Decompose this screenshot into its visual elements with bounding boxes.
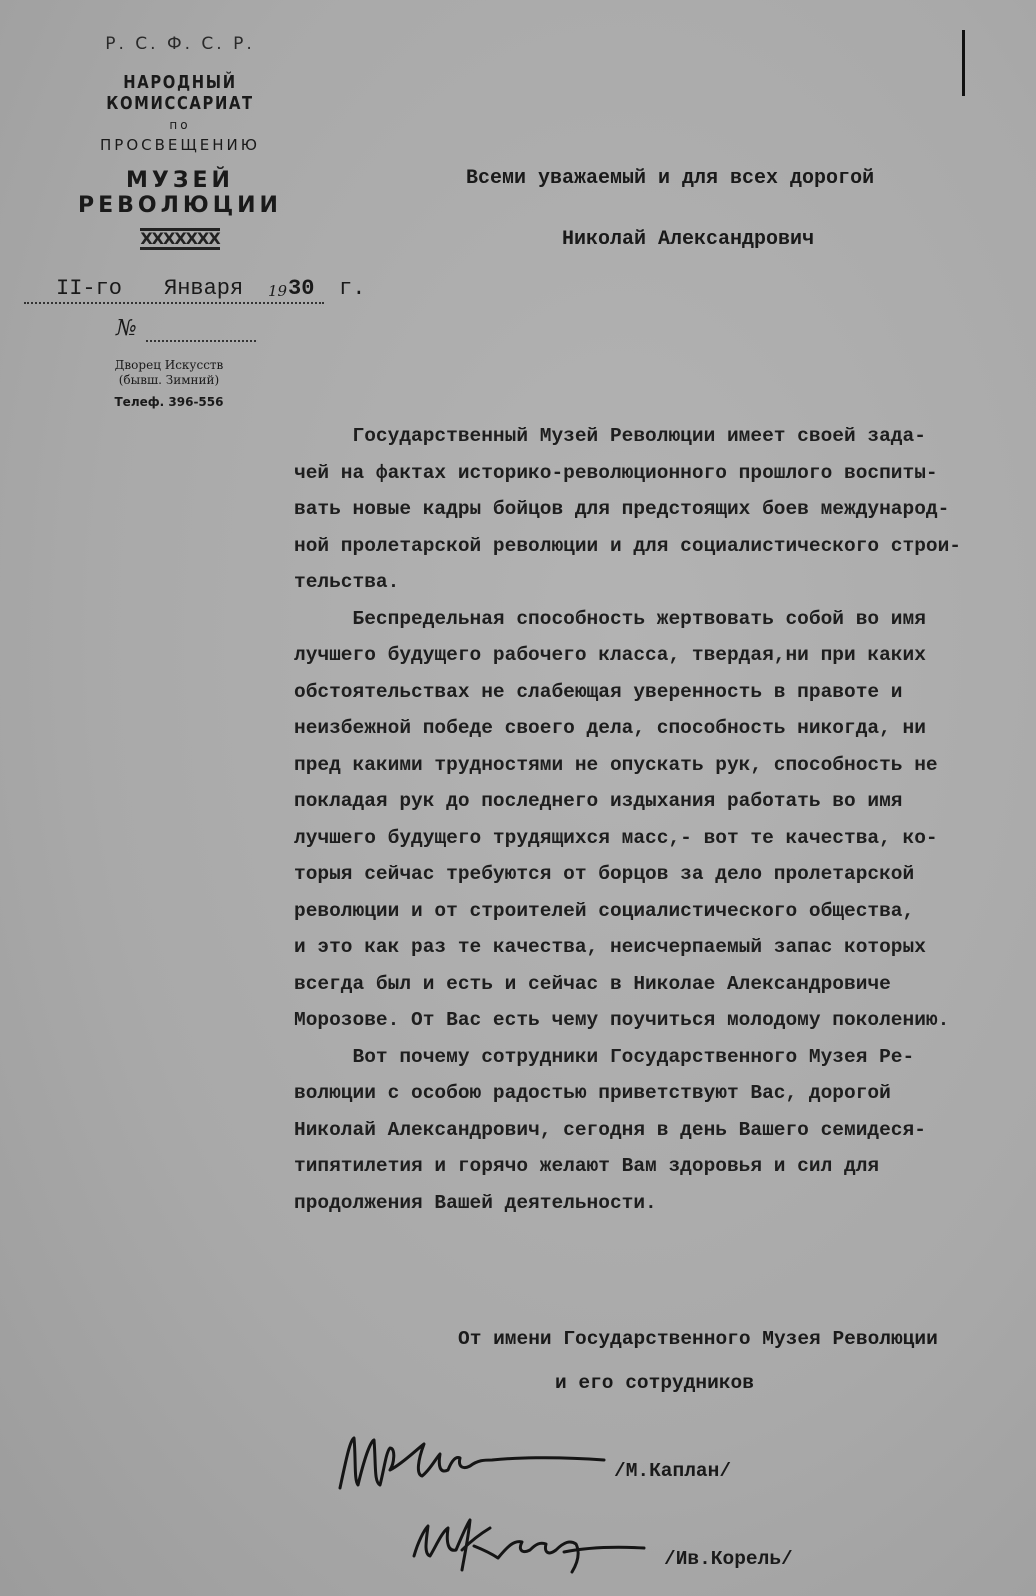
address bbox=[84, 358, 254, 388]
body-line: Беспредельная способность жертвовать собой во имя bbox=[294, 607, 926, 630]
body-line: вать новые кадры бойцов для предстоящих боев международ- bbox=[294, 498, 950, 520]
body-line: всегда был и есть и сейчас в Николае Александровиче bbox=[294, 972, 891, 995]
body-line: типятилетия и горячо желают Вам здоровья и сил для bbox=[294, 1155, 880, 1177]
body-line: Николай Александрович, сегодня в день Вашего семидеся- bbox=[294, 1118, 926, 1141]
body-line: лучшего будущего трудящихся масс,- вот те качества, ко- bbox=[294, 826, 938, 849]
closing-line: От имени Государственного Музея Революции bbox=[458, 1328, 938, 1350]
signature-kaplan bbox=[332, 1430, 612, 1500]
body-line: Морозове. От Вас есть чему поучиться молодому поколению. bbox=[294, 1009, 950, 1031]
struck-out-text: XXXXXXX bbox=[140, 229, 220, 248]
date-year: 30 bbox=[288, 276, 315, 301]
body-line: неизбежной победе своего дела, способность никогда, ни bbox=[294, 717, 926, 739]
signature-korel bbox=[404, 1506, 654, 1586]
body-line: торыя сейчас требуются от борцов за дело пролетарской bbox=[294, 863, 915, 885]
body-line: обстоятельствах не слабеющая уверенность в правоте и bbox=[294, 680, 903, 703]
salutation-line: Всеми уважаемый и для всех дорогой bbox=[466, 167, 875, 190]
letterhead-education: ПРОСВЕЩЕНИЮ bbox=[100, 136, 260, 154]
body-line: и это как раз те качества, неисчерпаемый запас которых bbox=[294, 936, 926, 958]
letterhead-museum: МУЗЕЙ РЕВОЛЮЦИИ bbox=[78, 168, 282, 218]
phone-number: Телеф. 396-556 bbox=[114, 395, 224, 409]
letterhead-commissariat: НАРОДНЫЙ КОМИССАРИАТ bbox=[106, 72, 254, 114]
letter-body bbox=[294, 418, 1024, 1221]
body-line: ной пролетарской революции и для социалистического строи- bbox=[294, 534, 962, 557]
letterhead-po: по bbox=[169, 118, 191, 132]
margin-mark bbox=[962, 30, 965, 96]
body-line: волюции с особою радостью приветствуют Вас, дорогой bbox=[294, 1082, 891, 1104]
body-line: тельства. bbox=[294, 571, 400, 593]
body-line: Государственный Музей Революции имеет своей зада- bbox=[294, 425, 926, 447]
body-line: революции и от строителей социалистического общества, bbox=[294, 899, 915, 922]
letterhead bbox=[20, 34, 340, 250]
letterhead-republic: Р. С. Ф. С. Р. bbox=[105, 34, 255, 54]
signatory-name: /М.Каплан/ bbox=[614, 1460, 732, 1482]
date-day: II-го bbox=[56, 276, 123, 301]
body-line: продолжения Вашей деятельности. bbox=[294, 1191, 657, 1214]
body-line: пред какими трудностями не опускать рук, способность не bbox=[294, 753, 938, 776]
date-underline bbox=[24, 302, 324, 304]
signatory-name: /Ив.Корель/ bbox=[664, 1548, 793, 1570]
date-year-prefix: 19 bbox=[268, 282, 288, 300]
address-line: (бывш. Зимний) bbox=[118, 373, 220, 387]
date-month: Января bbox=[164, 276, 244, 301]
body-line: Вот почему сотрудники Государственного Музея Ре- bbox=[294, 1045, 915, 1068]
body-line: лучшего будущего рабочего класса, твердая,ни при каких bbox=[294, 644, 926, 666]
address-line: Дворец Искусств bbox=[114, 358, 224, 372]
document-number bbox=[116, 316, 256, 341]
date-suffix: г. bbox=[339, 276, 366, 301]
number-sign: № bbox=[116, 316, 137, 341]
salutation-name: Николай Александрович bbox=[562, 228, 815, 251]
body-line: чей на фактах историко-революционного прошлого воспиты- bbox=[294, 461, 938, 484]
number-underline bbox=[146, 340, 256, 342]
closing-line: и его сотрудников bbox=[555, 1372, 754, 1394]
body-line: покладая рук до последнего издыхания работать во имя bbox=[294, 790, 903, 812]
